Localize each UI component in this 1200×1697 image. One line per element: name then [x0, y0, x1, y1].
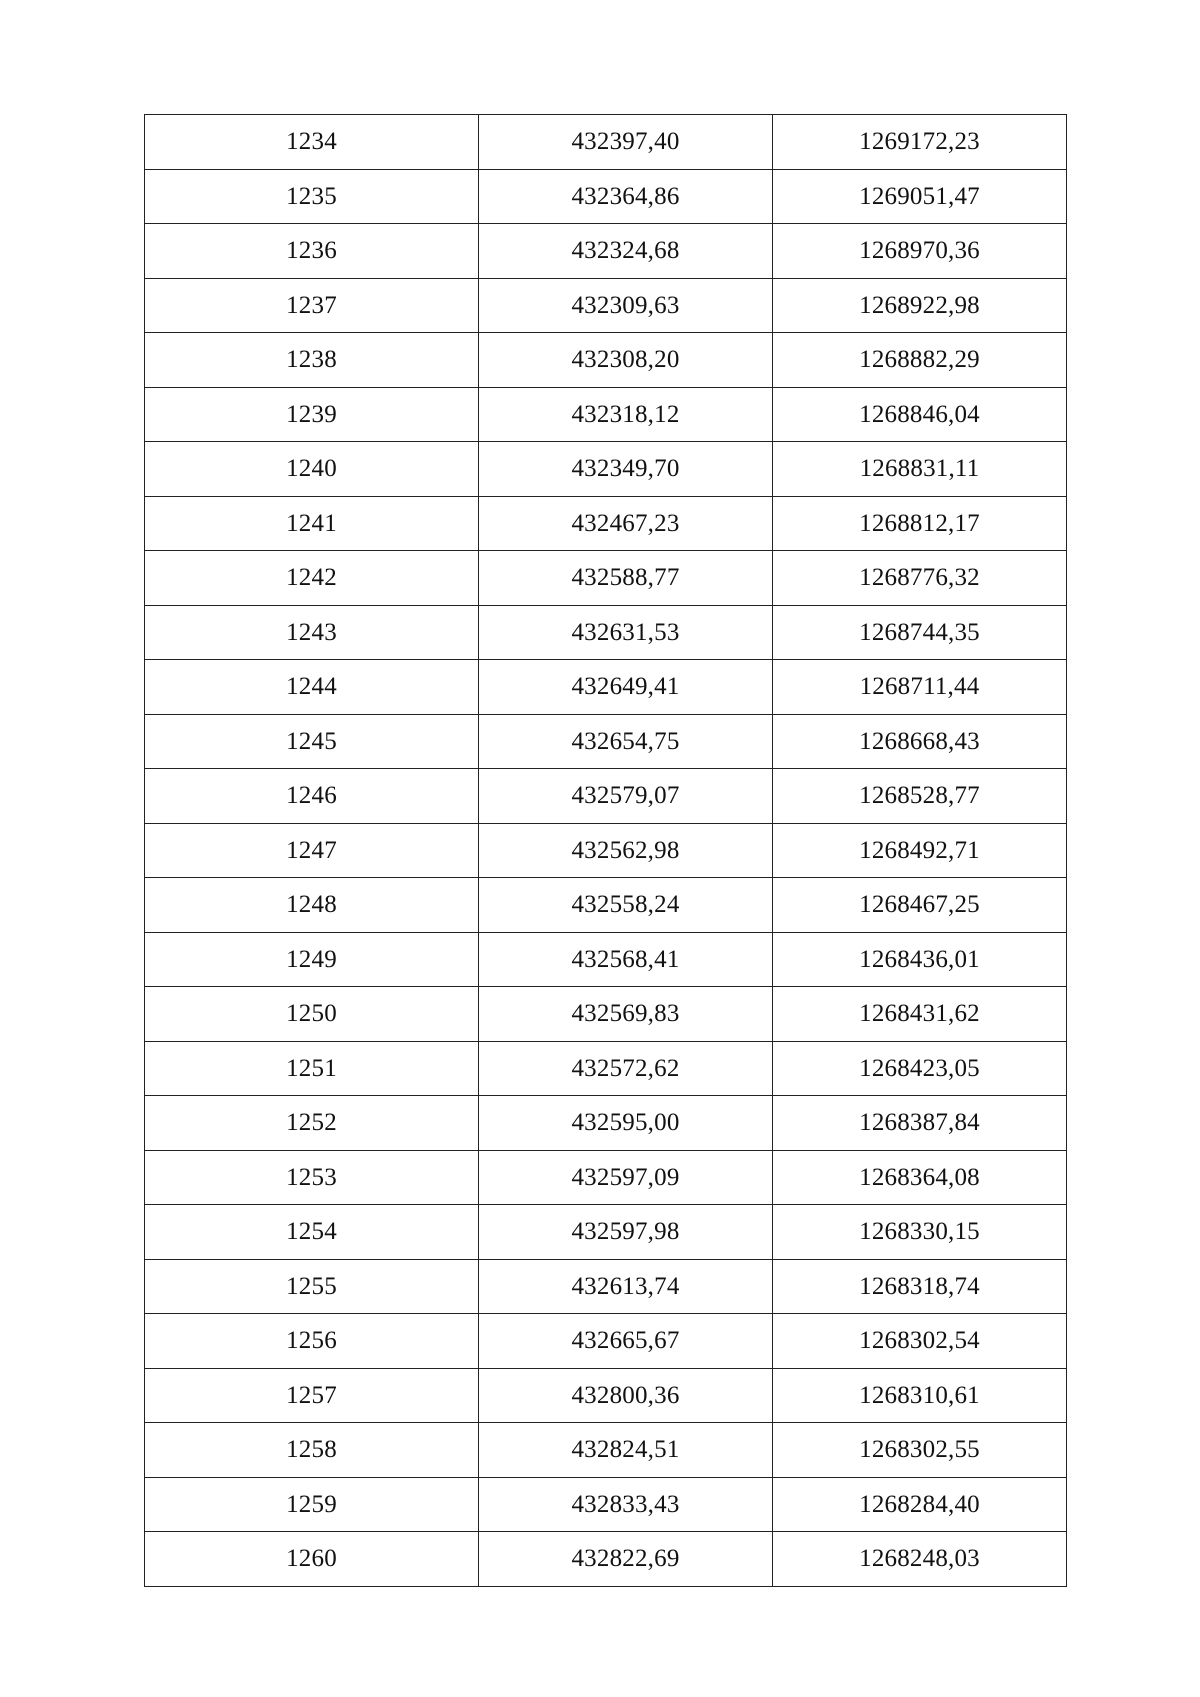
- y-coordinate-cell: 1268310,61: [773, 1368, 1067, 1423]
- table-row: [145, 115, 1067, 170]
- x-coordinate-cell: 432597,09: [479, 1150, 773, 1205]
- y-coordinate-cell: 1268744,35: [773, 605, 1067, 660]
- table-row: [145, 1532, 1067, 1587]
- y-coordinate-cell: 1268970,36: [773, 224, 1067, 279]
- table-row: [145, 987, 1067, 1042]
- table-row: [145, 878, 1067, 933]
- table-row: [145, 1477, 1067, 1532]
- x-coordinate-cell: 432569,83: [479, 987, 773, 1042]
- y-coordinate-cell: 1268831,11: [773, 442, 1067, 497]
- x-coordinate-cell: 432349,70: [479, 442, 773, 497]
- y-coordinate-cell: 1268318,74: [773, 1259, 1067, 1314]
- table-row: [145, 932, 1067, 987]
- table-row: [145, 278, 1067, 333]
- point-number-cell: 1255: [145, 1259, 479, 1314]
- point-number-cell: 1254: [145, 1205, 479, 1260]
- x-coordinate-cell: 432588,77: [479, 551, 773, 606]
- point-number-cell: 1248: [145, 878, 479, 933]
- x-coordinate-cell: 432654,75: [479, 714, 773, 769]
- point-number-cell: 1251: [145, 1041, 479, 1096]
- y-coordinate-cell: 1268922,98: [773, 278, 1067, 333]
- x-coordinate-cell: 432562,98: [479, 823, 773, 878]
- x-coordinate-cell: 432318,12: [479, 387, 773, 442]
- y-coordinate-cell: 1269172,23: [773, 115, 1067, 170]
- x-coordinate-cell: 432309,63: [479, 278, 773, 333]
- x-coordinate-cell: 432467,23: [479, 496, 773, 551]
- point-number-cell: 1252: [145, 1096, 479, 1151]
- y-coordinate-cell: 1268364,08: [773, 1150, 1067, 1205]
- point-number-cell: 1244: [145, 660, 479, 715]
- y-coordinate-cell: 1268302,55: [773, 1423, 1067, 1478]
- table-row: [145, 1096, 1067, 1151]
- y-coordinate-cell: 1268387,84: [773, 1096, 1067, 1151]
- point-number-cell: 1236: [145, 224, 479, 279]
- point-number-cell: 1260: [145, 1532, 479, 1587]
- x-coordinate-cell: 432833,43: [479, 1477, 773, 1532]
- y-coordinate-cell: 1268431,62: [773, 987, 1067, 1042]
- x-coordinate-cell: 432597,98: [479, 1205, 773, 1260]
- x-coordinate-cell: 432568,41: [479, 932, 773, 987]
- x-coordinate-cell: 432595,00: [479, 1096, 773, 1151]
- x-coordinate-cell: 432800,36: [479, 1368, 773, 1423]
- point-number-cell: 1241: [145, 496, 479, 551]
- table-row: [145, 1150, 1067, 1205]
- table-row: [145, 496, 1067, 551]
- table-row: [145, 1368, 1067, 1423]
- table-row: [145, 714, 1067, 769]
- x-coordinate-cell: 432613,74: [479, 1259, 773, 1314]
- y-coordinate-cell: 1268812,17: [773, 496, 1067, 551]
- point-number-cell: 1257: [145, 1368, 479, 1423]
- x-coordinate-cell: 432558,24: [479, 878, 773, 933]
- table-row: [145, 1041, 1067, 1096]
- table-row: [145, 224, 1067, 279]
- x-coordinate-cell: 432308,20: [479, 333, 773, 388]
- table-row: [145, 1314, 1067, 1369]
- y-coordinate-cell: 1268846,04: [773, 387, 1067, 442]
- point-number-cell: 1253: [145, 1150, 479, 1205]
- point-number-cell: 1243: [145, 605, 479, 660]
- point-number-cell: 1246: [145, 769, 479, 824]
- point-number-cell: 1249: [145, 932, 479, 987]
- y-coordinate-cell: 1268248,03: [773, 1532, 1067, 1587]
- y-coordinate-cell: 1268284,40: [773, 1477, 1067, 1532]
- table-row: [145, 1423, 1067, 1478]
- table-row: [145, 169, 1067, 224]
- point-number-cell: 1245: [145, 714, 479, 769]
- point-number-cell: 1256: [145, 1314, 479, 1369]
- table-row: [145, 1259, 1067, 1314]
- y-coordinate-cell: 1268467,25: [773, 878, 1067, 933]
- table-row: [145, 551, 1067, 606]
- x-coordinate-cell: 432631,53: [479, 605, 773, 660]
- x-coordinate-cell: 432579,07: [479, 769, 773, 824]
- x-coordinate-cell: 432649,41: [479, 660, 773, 715]
- coordinates-table-body: [145, 115, 1067, 1587]
- table-row: [145, 333, 1067, 388]
- x-coordinate-cell: 432822,69: [479, 1532, 773, 1587]
- x-coordinate-cell: 432572,62: [479, 1041, 773, 1096]
- point-number-cell: 1259: [145, 1477, 479, 1532]
- y-coordinate-cell: 1268330,15: [773, 1205, 1067, 1260]
- y-coordinate-cell: 1268423,05: [773, 1041, 1067, 1096]
- y-coordinate-cell: 1268302,54: [773, 1314, 1067, 1369]
- table-row: [145, 660, 1067, 715]
- x-coordinate-cell: 432364,86: [479, 169, 773, 224]
- point-number-cell: 1234: [145, 115, 479, 170]
- y-coordinate-cell: 1268528,77: [773, 769, 1067, 824]
- x-coordinate-cell: 432824,51: [479, 1423, 773, 1478]
- x-coordinate-cell: 432397,40: [479, 115, 773, 170]
- y-coordinate-cell: 1269051,47: [773, 169, 1067, 224]
- y-coordinate-cell: 1268668,43: [773, 714, 1067, 769]
- coordinates-table: [144, 114, 1067, 1587]
- y-coordinate-cell: 1268882,29: [773, 333, 1067, 388]
- point-number-cell: 1247: [145, 823, 479, 878]
- y-coordinate-cell: 1268492,71: [773, 823, 1067, 878]
- y-coordinate-cell: 1268711,44: [773, 660, 1067, 715]
- point-number-cell: 1258: [145, 1423, 479, 1478]
- point-number-cell: 1242: [145, 551, 479, 606]
- point-number-cell: 1239: [145, 387, 479, 442]
- y-coordinate-cell: 1268776,32: [773, 551, 1067, 606]
- x-coordinate-cell: 432324,68: [479, 224, 773, 279]
- table-row: [145, 605, 1067, 660]
- table-row: [145, 1205, 1067, 1260]
- point-number-cell: 1250: [145, 987, 479, 1042]
- point-number-cell: 1238: [145, 333, 479, 388]
- table-row: [145, 387, 1067, 442]
- table-row: [145, 769, 1067, 824]
- y-coordinate-cell: 1268436,01: [773, 932, 1067, 987]
- x-coordinate-cell: 432665,67: [479, 1314, 773, 1369]
- point-number-cell: 1240: [145, 442, 479, 497]
- point-number-cell: 1237: [145, 278, 479, 333]
- table-row: [145, 442, 1067, 497]
- point-number-cell: 1235: [145, 169, 479, 224]
- table-row: [145, 823, 1067, 878]
